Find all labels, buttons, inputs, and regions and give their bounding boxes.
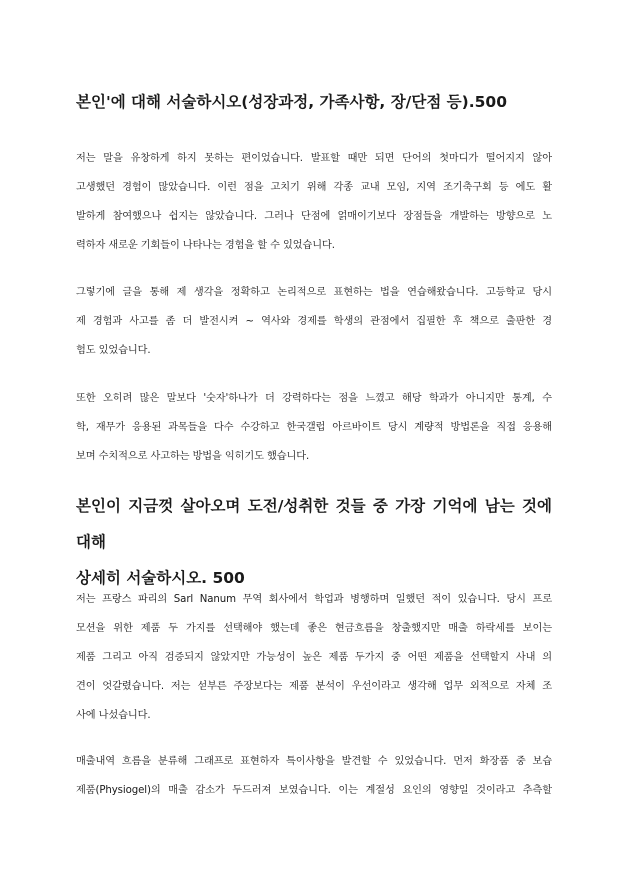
text-line: 학, 재무가 응용된 과목들을 다수 수강하고 한국갤럽 아르바이트 당시 계량적 방법론을 직접 응용해	[76, 422, 552, 433]
section1-heading: 본인'에 대해 서술하시오(성장과정, 가족사항, 장/단점 등).500	[76, 93, 507, 111]
text-line: 발하게 참여했으나 쉽지는 않았습니다. 그러나 단점에 얽매이기보다 장점들을 개발하는 방향으로 노	[76, 211, 552, 222]
text-line: 매출내역 흐름을 분류해 그래프로 표현하자 특이사항을 발견할 수 있었습니다. 먼저 화장품 중 보습	[76, 756, 552, 767]
heading-line: 본인이 지금껏 살아오며 도전/성취한 것들 중 가장 기억에 남는 것에 대해	[76, 497, 552, 551]
text-line: 보며 수치적으로 사고하는 방법을 익히기도 했습니다.	[76, 451, 310, 462]
text-line: 견이 엇갈렸습니다. 저는 섣부른 주장보다는 제품 분석이 우선이라고 생각해 업무 외적으로 자체 조	[76, 681, 552, 692]
section1-paragraph-1	[76, 144, 552, 260]
text-line: 모션을 위한 제품 두 가지를 선택해야 했는데 좋은 현금흐름을 창출했지만 매출 하락세를 보이는	[76, 623, 552, 634]
text-line: 제품(Physiogel)의 매출 감소가 두드러져 보였습니다. 이는 계절성 요인의 영향일 것이라고 추측할	[76, 785, 552, 796]
text-line: 제 경험과 사고를 좀 더 발전시켜 ~ 역사와 경제를 학생의 관점에서 집필한 후 책으로 출판한 경	[76, 316, 552, 327]
text-line: 력하자 새로운 기회들이 나타나는 경험을 할 수 있었습니다.	[76, 240, 335, 251]
heading-line: 상세히 서술하시오. 500	[76, 569, 245, 587]
text-line: 제품 그리고 아직 검증되지 않았지만 가능성이 높은 제품 두가지 중 어떤 제품을 선택할지 사내 의	[76, 652, 552, 663]
text-line: 그렇기에 글을 통해 제 생각을 정확하고 논리적으로 표현하는 법을 연습해왔습니다. 고등학교 당시	[76, 287, 552, 298]
text-line: 또한 오히려 많은 말보다 '숫자'하나가 더 강력하다는 점을 느꼈고 해당 학과가 아니지만 통계, 수	[76, 393, 552, 404]
text-line: 저는 말을 유창하게 하지 못하는 편이었습니다. 발표할 때만 되면 단어의 첫마디가 떨어지지 않아	[76, 153, 552, 164]
section1-paragraph-2	[76, 278, 552, 365]
text-line: 사에 나섰습니다.	[76, 710, 151, 721]
section2-heading	[76, 488, 552, 596]
section2-paragraph-2	[76, 747, 552, 805]
text-line: 고생했던 경험이 많았습니다. 이런 점을 고치기 위해 각종 교내 모임, 지역 조기축구회 등 에도 활	[76, 182, 552, 193]
section1-paragraph-3	[76, 384, 552, 471]
text-line: 험도 있었습니다.	[76, 345, 151, 356]
text-line: 저는 프랑스 파리의 Sarl Nanum 무역 회사에서 학업과 병행하며 일했던 적이 있습니다. 당시 프로	[76, 594, 552, 605]
section2-paragraph-1	[76, 585, 552, 730]
